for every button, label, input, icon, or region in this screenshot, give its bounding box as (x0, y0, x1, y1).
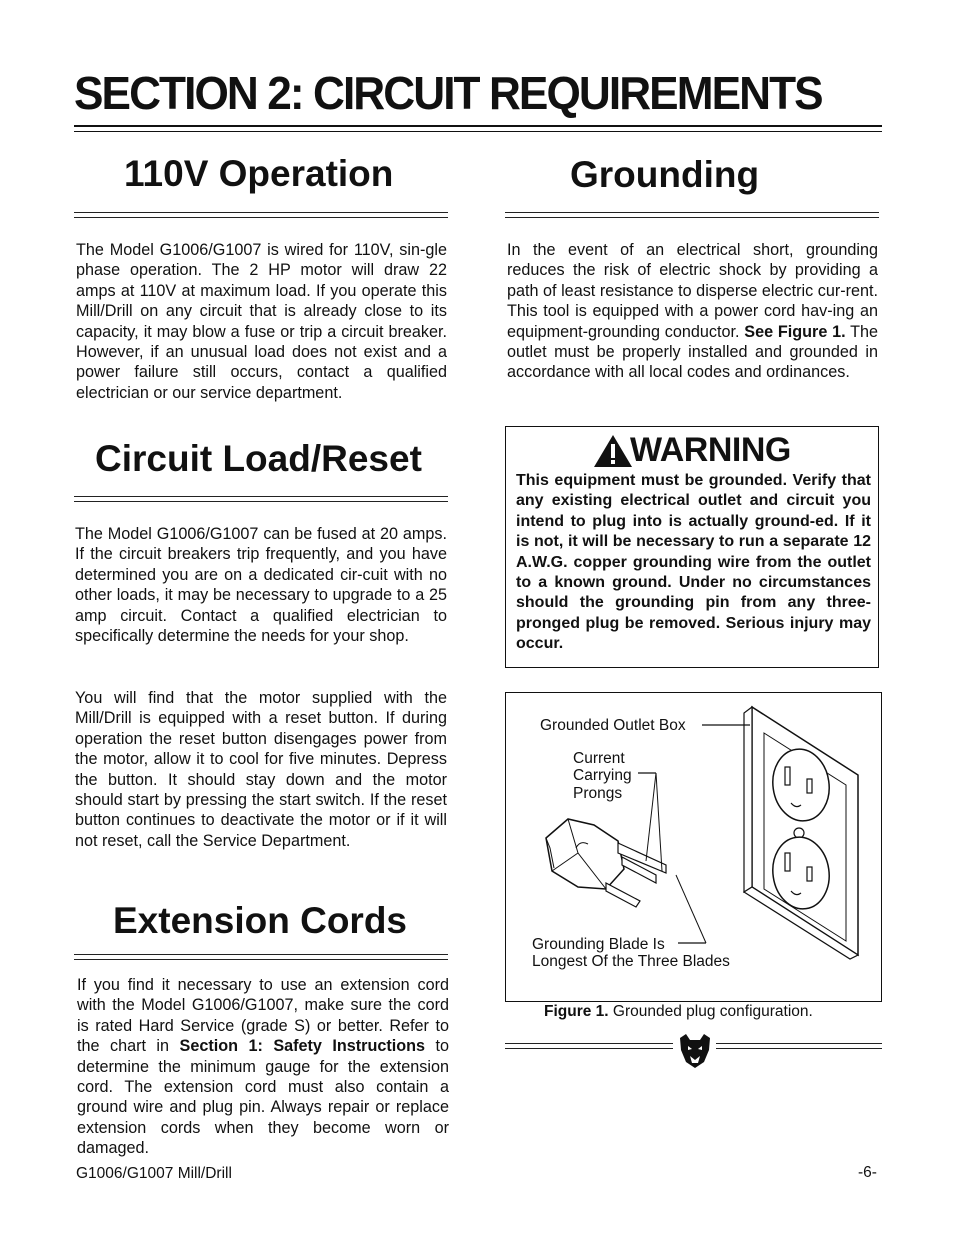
para-110v: The Model G1006/G1007 is wired for 110V, sin-gle phase operation. The 2 HP motor will draw 22 amps at 110V at maximum load. If you operate this Mill/Drill on any circuit that is already close to its capacity, it may blow a fuse or trip a circuit breaker. However, if an unusual load does not exist and a power failure still occurs, contact a qualified electrician or our service department. (76, 241, 447, 402)
footer-page-number: -6- (858, 1164, 877, 1181)
para-circuit-1: The Model G1006/G1007 can be fused at 20 amps. If the circuit breakers trip frequently, and you have determined you are on a dedicated cir-cuit with no other loads, it may be necessary to upgrade to a 25 amp circuit. Contact a qualified electrician to specifically determine the needs for your shop. (75, 525, 447, 646)
extension-text-1: If you find it necessary to use an extension cord with the Model G1006/G1007, make sure the cord is rated Hard Service (grade S) or better. Refer to the chart in (77, 976, 449, 1056)
label-current: Current (573, 750, 625, 767)
rule-circuit (74, 496, 448, 502)
para-grounding (507, 240, 878, 383)
rule-extension (74, 954, 448, 960)
end-rule-right (716, 1043, 882, 1049)
warning-triangle-icon (593, 434, 633, 468)
rule-110v (74, 212, 448, 218)
heading-110v-operation: 110V Operation (124, 153, 394, 194)
para-extension (77, 975, 449, 1159)
grounding-text-2: The outlet must be properly installed and grounded in accordance with all local codes and ordinances. (507, 322, 878, 382)
title-rule (74, 125, 882, 132)
label-carrying: Carrying (573, 767, 632, 784)
warning-body: This equipment must be grounded. Verify that any existing electrical outlet and circuit you intend to plug into is actually ground-ed. If it is not, it will be necessary to run a separate 12 A.W.G. copper grounding wire from the outlet to a known ground. Under no circumstances should the grounding pin from any three-pronged plug be removed. Serious injury may occur. (516, 472, 871, 653)
warning-heading: WARNING (630, 431, 791, 469)
grounding-bold-ref: See Figure 1. (744, 322, 846, 341)
bear-logo-icon (676, 1032, 714, 1070)
figure-1-box (505, 692, 882, 1002)
para-circuit-2: You will find that the motor supplied with the Mill/Drill is equipped with a reset button. If during operation the reset button disengages power from the motor, allow it to cool for five minutes. Depress the button. It should stay down and the motor should start by pressing the start switch. If the reset button continues to deactivate the motor or if it will not reset, call the Service Department. (75, 689, 447, 850)
label-longest-blades: Longest Of the Three Blades (532, 953, 730, 970)
heading-circuit-load: Circuit Load/Reset (95, 438, 422, 479)
grounding-text-1: In the event of an electrical short, grounding reduces the risk of electric shock by providing a path of least resistance to disperse electric cur-rent. This tool is equipped with a power cord hav-ing an equipment-grounding conductor. (507, 241, 878, 341)
caption-text: Grounded plug configuration. (608, 1003, 813, 1020)
caption-bold: Figure 1. (544, 1003, 609, 1020)
heading-grounding: Grounding (570, 154, 760, 195)
label-grounded-outlet-box: Grounded Outlet Box (540, 717, 686, 734)
rule-grounding (505, 212, 879, 218)
label-prongs: Prongs (573, 785, 623, 802)
end-rule-left (505, 1043, 673, 1049)
heading-extension-cords: Extension Cords (113, 900, 407, 941)
footer-model: G1006/G1007 Mill/Drill (76, 1165, 232, 1182)
figure-1-caption (544, 1003, 813, 1021)
page-title: SECTION 2: CIRCUIT REQUIREMENTS (74, 67, 822, 119)
extension-bold-ref: Section 1: Safety Instructions (179, 1037, 426, 1056)
label-grounding-blade: Grounding Blade Is (532, 936, 665, 953)
warning-box (505, 426, 879, 668)
extension-text-2: to determine the minimum gauge for the extension cord. The extension cord must also contain a ground wire and plug pin. Always repair or replace extension cords when they become worn or damaged. (77, 1037, 449, 1158)
